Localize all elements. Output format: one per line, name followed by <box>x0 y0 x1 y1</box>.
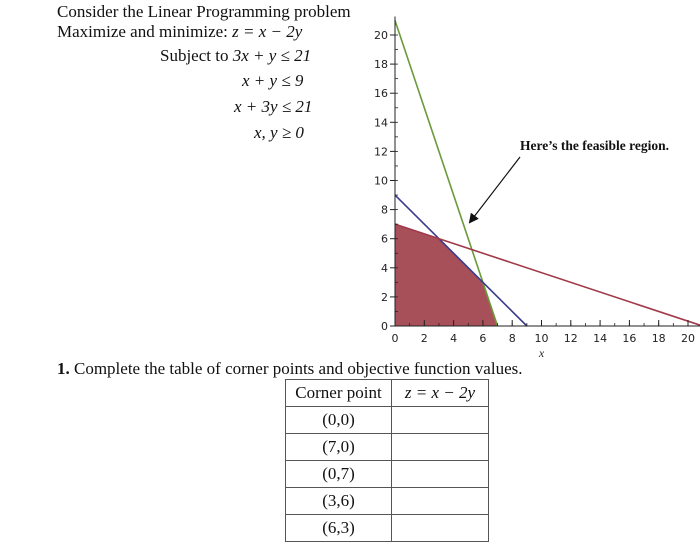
x-tick-label: 2 <box>420 332 428 345</box>
y-tick-label: 2 <box>381 290 388 304</box>
annotation-text: Here’s the feasible region. <box>520 138 669 153</box>
y-tick-label: 14 <box>374 116 388 130</box>
feasible-region-fill <box>395 224 498 326</box>
x-tick-label: 10 <box>534 332 549 345</box>
x-tick-label: 6 <box>479 332 487 345</box>
table-row <box>286 515 489 542</box>
corner-point-cell: (3,6) <box>286 488 392 515</box>
corner-point-cell: (0,0) <box>286 407 392 434</box>
objective-value-cell[interactable] <box>392 407 489 434</box>
y-tick-label: 10 <box>374 174 388 188</box>
x-tick-label: 4 <box>450 332 458 345</box>
x-tick-label: 18 <box>651 332 666 345</box>
constraint-3: x + 3y ≤ 21 <box>234 97 313 116</box>
x-tick-label: 14 <box>593 332 608 345</box>
x-axis-label: x <box>538 346 545 360</box>
corner-point-cell: (6,3) <box>286 515 392 542</box>
table-row <box>286 434 489 461</box>
objective-value-cell[interactable] <box>392 461 489 488</box>
y-tick-label: 18 <box>374 58 388 72</box>
y-tick-label: 12 <box>374 145 388 159</box>
objective-value-cell[interactable] <box>392 515 489 542</box>
objective-label: Maximize and minimize: <box>57 22 228 41</box>
y-tick-label: 6 <box>381 232 388 246</box>
constraint-4: x, y ≥ 0 <box>254 123 304 142</box>
problem-intro: Consider the Linear Programming problem <box>57 2 351 21</box>
x-tick-label: 12 <box>563 332 578 345</box>
subject-to-label: Subject to <box>160 46 229 65</box>
y-tick-label: 16 <box>374 87 388 101</box>
table-row <box>286 488 489 515</box>
objective-value-cell[interactable] <box>392 434 489 461</box>
corner-point-cell: (7,0) <box>286 434 392 461</box>
x-tick-label: 16 <box>622 332 637 345</box>
table-row <box>286 461 489 488</box>
constraint-1: 3x + y ≤ 21 <box>232 46 312 65</box>
y-tick-label: 8 <box>381 203 388 217</box>
objective-header: z = x − 2y <box>392 380 489 407</box>
corner-point-cell: (0,7) <box>286 461 392 488</box>
annotation-arrow <box>470 157 520 222</box>
objective-value-cell[interactable] <box>392 488 489 515</box>
question-line <box>57 359 522 379</box>
table-header-row <box>286 380 489 407</box>
x-tick-label: 0 <box>391 332 399 345</box>
y-tick-label: 0 <box>381 320 388 333</box>
x-tick-label: 20 <box>681 332 695 345</box>
corner-point-header: Corner point <box>286 380 392 407</box>
y-tick-label: 4 <box>381 261 388 275</box>
table-row <box>286 407 489 434</box>
objective-expression: z = x − 2y <box>232 22 303 41</box>
question-text: Complete the table of corner points and objective function values. <box>74 359 523 378</box>
question-number: 1. <box>57 359 70 378</box>
x-tick-label: 8 <box>508 332 516 345</box>
y-tick-label: 20 <box>374 29 388 42</box>
constraint-2: x + y ≤ 9 <box>242 71 304 90</box>
corner-points-table <box>285 379 489 542</box>
